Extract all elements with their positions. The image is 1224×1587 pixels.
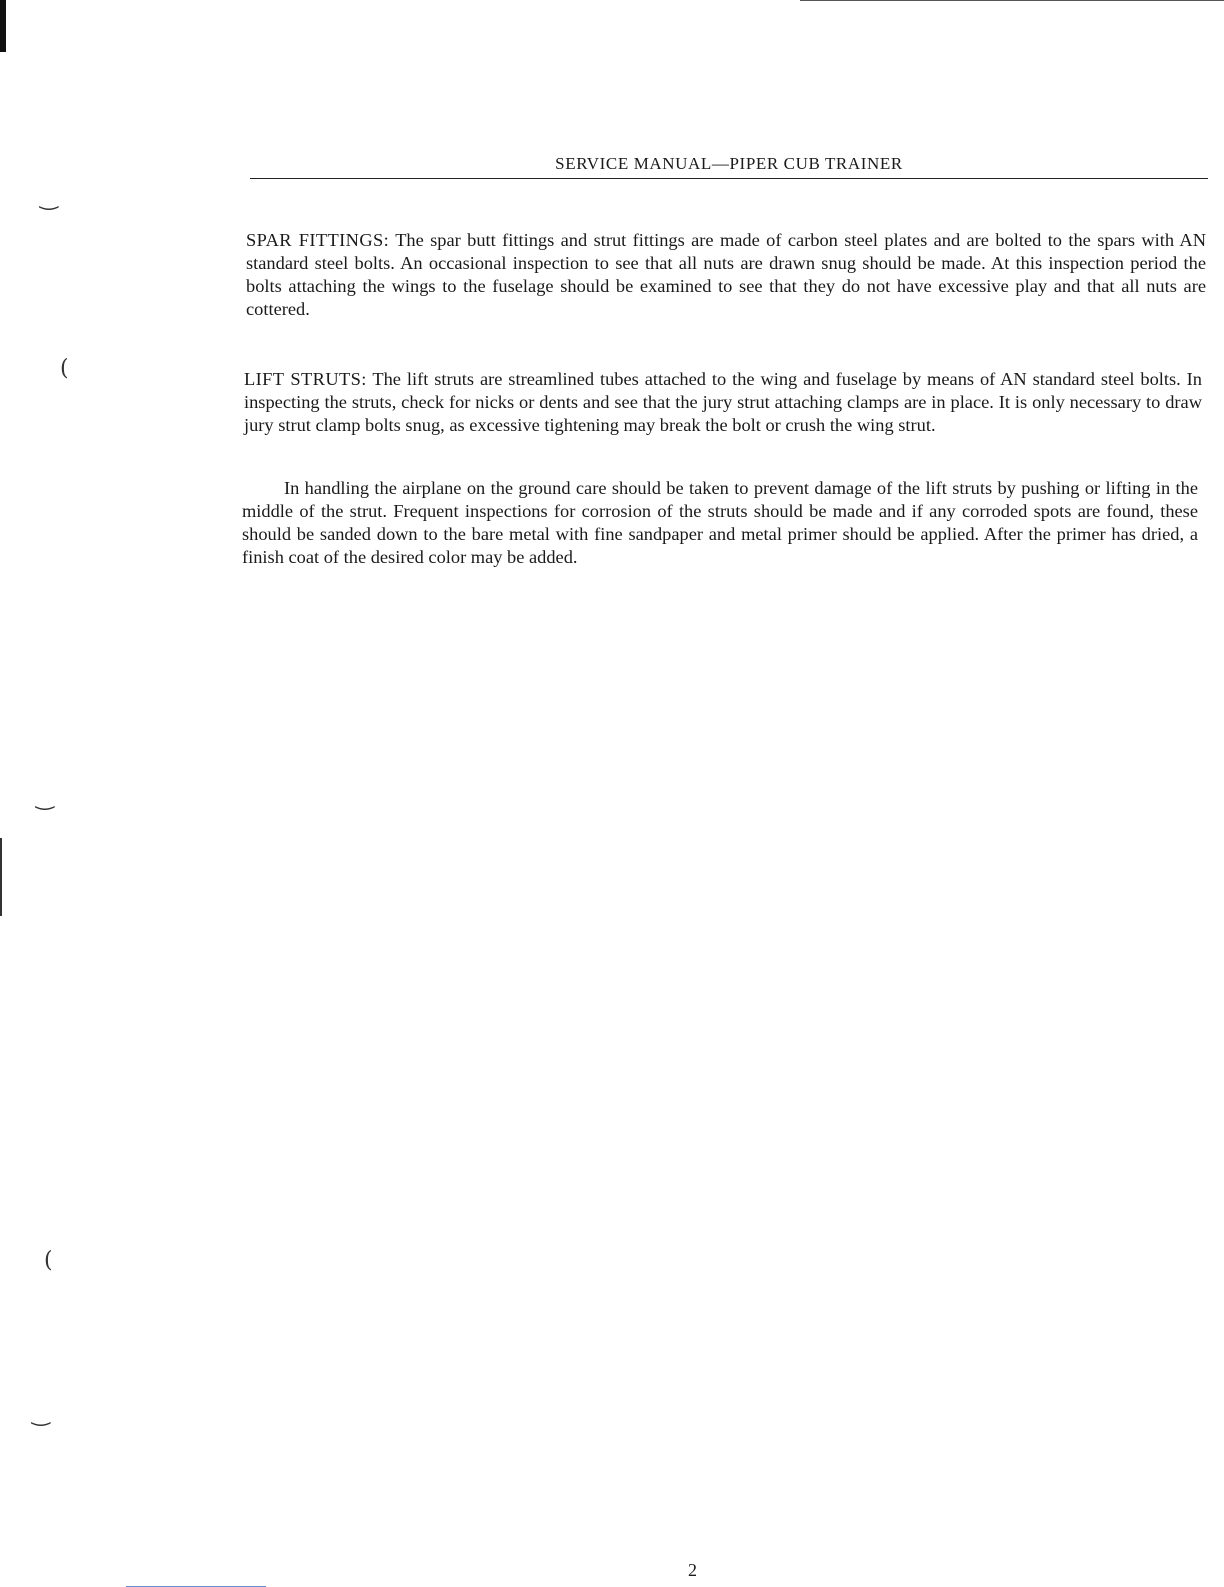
page-number: 2 bbox=[688, 1560, 697, 1580]
scan-mark-top-right bbox=[800, 0, 1224, 1]
section-lift-struts bbox=[244, 368, 1202, 437]
section-text: The lift struts are streamlined tubes attached to the wing and fuselage by means of AN standard steel bolts. In inspecting the struts, check for nicks or dents and see that the jury strut attaching clamps are in place. It is only necessary to draw jury strut clamp bolts snug, as excessive tightening may break the bolt or crush the wing strut. bbox=[244, 369, 1203, 435]
section-heading: SPAR FITTINGS: bbox=[246, 230, 390, 250]
header-rule bbox=[250, 178, 1208, 179]
scan-curl: ( bbox=[60, 356, 69, 381]
scan-curl: ‿ bbox=[36, 786, 54, 811]
lift-struts-paragraph bbox=[244, 368, 1202, 437]
scan-curl: ‿ bbox=[32, 1402, 50, 1427]
section-text: The spar butt fittings and strut fittings are made of carbon steel plates and are bolted to the spars with AN standard steel bolts. An occasional inspection to see that all nuts are drawn snug should be made. At this inspection period the bolts attaching the wings to the fuselage should be examined to see that they do not have excessive play and that all nuts are cottered. bbox=[246, 230, 1206, 319]
section-heading: LIFT STRUTS: bbox=[244, 369, 367, 389]
section-spar-fittings bbox=[246, 229, 1206, 321]
handling-paragraph bbox=[242, 477, 1198, 569]
handling-text: In handling the airplane on the ground care should be taken to prevent damage of the lift struts by pushing or lifting in the middle of the strut. Frequent inspections for corrosion of the struts should be made and if any corroded spots are found, these should be sanded down to the bare metal with fine sandpaper and metal primer should be applied. After the primer has dried, a finish coat of the desired color may be added. bbox=[242, 478, 1198, 567]
scan-mark-left-bar bbox=[0, 838, 2, 916]
page-header: SERVICE MANUAL—PIPER CUB TRAINER bbox=[555, 154, 903, 173]
scan-curl: ‿ bbox=[40, 186, 58, 211]
scan-curl: ( bbox=[44, 1248, 53, 1273]
spar-fittings-paragraph bbox=[246, 229, 1206, 321]
scan-mark-top-left bbox=[0, 0, 6, 52]
